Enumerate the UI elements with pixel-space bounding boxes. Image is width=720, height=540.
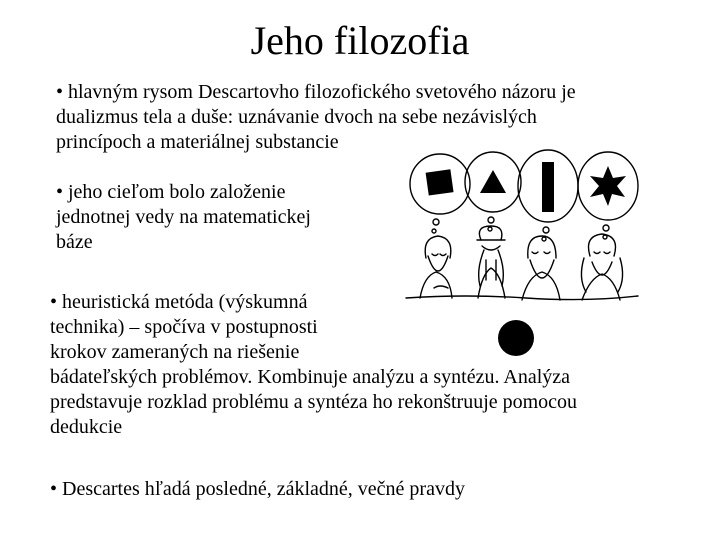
paragraph-unified-science: [56, 180, 386, 255]
paragraph-line: dedukcie: [50, 416, 123, 438]
paragraph-line: • hlavným rysom Descartovho filozofického svetového názoru je: [56, 81, 576, 103]
paragraph-line: • jeho cieľom bolo založenie: [56, 181, 286, 203]
slide-title: Jeho filozofia: [250, 18, 470, 63]
black-circle-icon: [498, 320, 534, 356]
paragraph-line: báze: [56, 231, 93, 253]
paragraph-line: predstavuje rozklad problému a syntéza ho rekonštruuje pomocou: [50, 391, 578, 413]
thinkers-illustration: [398, 148, 643, 363]
paragraph-line: • heuristická metóda (výskumná: [50, 291, 308, 313]
paragraph-line: • Descartes hľadá posledné, základné, večné pravdy: [50, 478, 465, 500]
thought-bubble-triangle-icon: [465, 152, 521, 231]
paragraph-line: bádateľských problémov. Kombinuje analýzu a syntézu. Analýza: [50, 366, 570, 388]
paragraph-line: technika) – spočíva v postupnosti: [50, 316, 318, 338]
paragraph-dualism: [56, 80, 696, 155]
paragraph-line: krokov zameraných na riešenie: [50, 341, 300, 363]
thought-bubble-bar-icon: [518, 150, 578, 241]
paragraph-line: princípoch a materiálnej substancie: [56, 131, 339, 153]
paragraph-line: jednotnej vedy na matematickej: [56, 206, 311, 228]
paragraph-line: dualizmus tela a duše: uznávanie dvoch na sebe nezávislých: [56, 106, 537, 128]
paragraph-eternal-truths: [50, 477, 690, 502]
thought-bubble-square-icon: [410, 154, 470, 233]
thought-bubble-star-icon: [578, 152, 638, 239]
